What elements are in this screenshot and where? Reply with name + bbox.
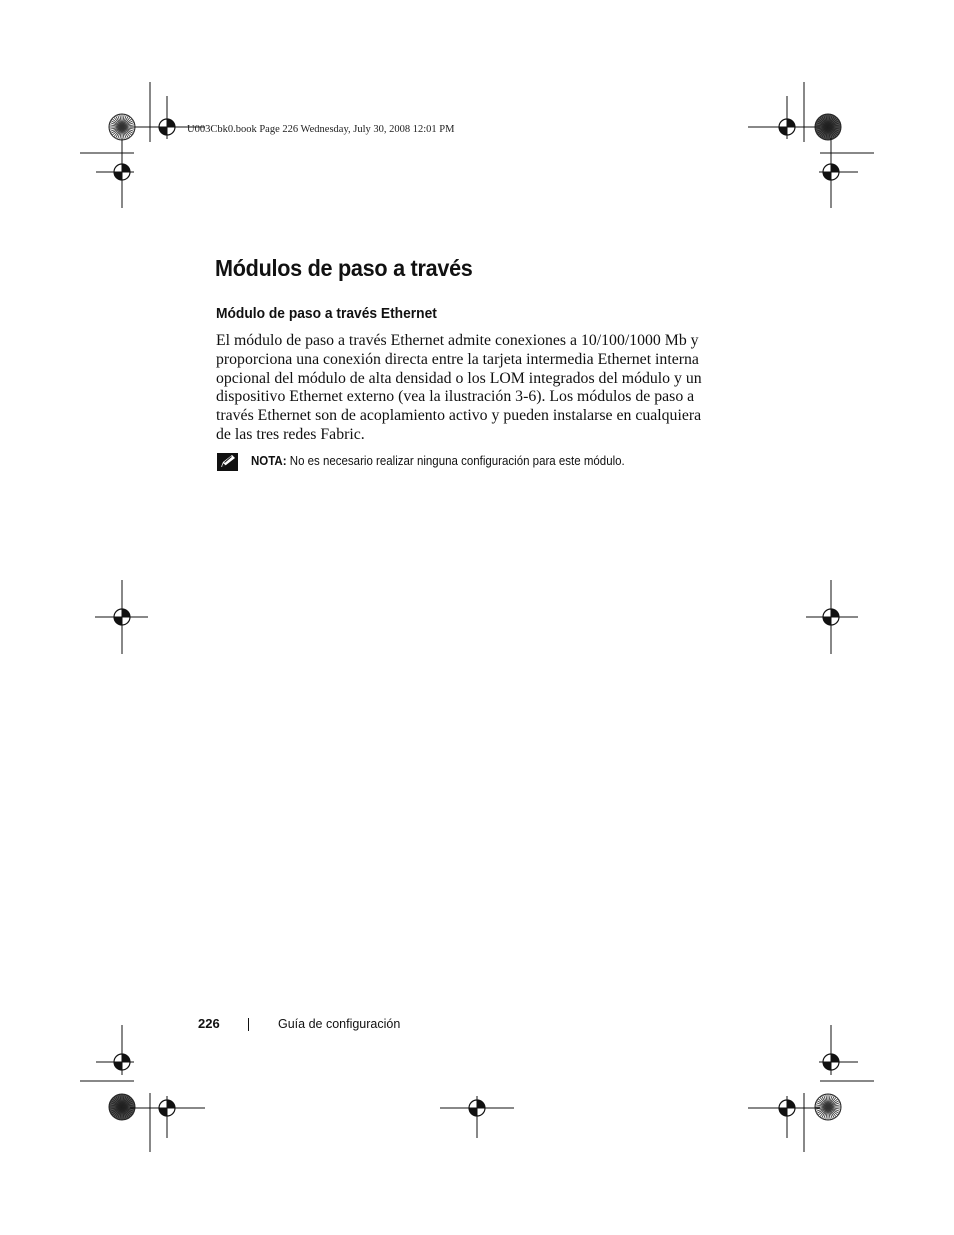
- print-slug: U003Cbk0.book Page 226 Wednesday, July 30, 2008 12:01 PM: [187, 124, 455, 135]
- body-line: opcional del módulo de alta densidad o los LOM integrados del módulo y un: [216, 369, 702, 387]
- subsection-title: Módulo de paso a través Ethernet: [216, 305, 437, 322]
- note-pencil-icon: [216, 452, 240, 472]
- star-target-icon: [109, 1094, 135, 1120]
- body-line: El módulo de paso a través Ethernet admite conexiones a 10/100/1000 Mb y: [216, 332, 699, 349]
- footer-title: Guía de configuración: [278, 1017, 401, 1031]
- body-line: dispositivo Ethernet externo (vea la ilustración 3-6). Los módulos de paso a: [216, 388, 695, 406]
- footer-divider: [248, 1018, 249, 1031]
- body-line: de las tres redes Fabric.: [216, 425, 365, 443]
- note-body: No es necesario realizar ninguna configuración para este módulo.: [286, 454, 625, 468]
- star-target-icon: [815, 1094, 841, 1120]
- note-text: [251, 454, 625, 468]
- note-label: NOTA:: [251, 454, 287, 468]
- body-line: través Ethernet son de acoplamiento activo y pueden instalarse en cualquiera: [216, 407, 702, 425]
- page-number: 226: [198, 1016, 220, 1031]
- body-line: proporciona una conexión directa entre la tarjeta intermedia Ethernet interna: [216, 350, 699, 368]
- section-title: Módulos de paso a través: [215, 255, 473, 281]
- body-paragraph: [216, 332, 736, 445]
